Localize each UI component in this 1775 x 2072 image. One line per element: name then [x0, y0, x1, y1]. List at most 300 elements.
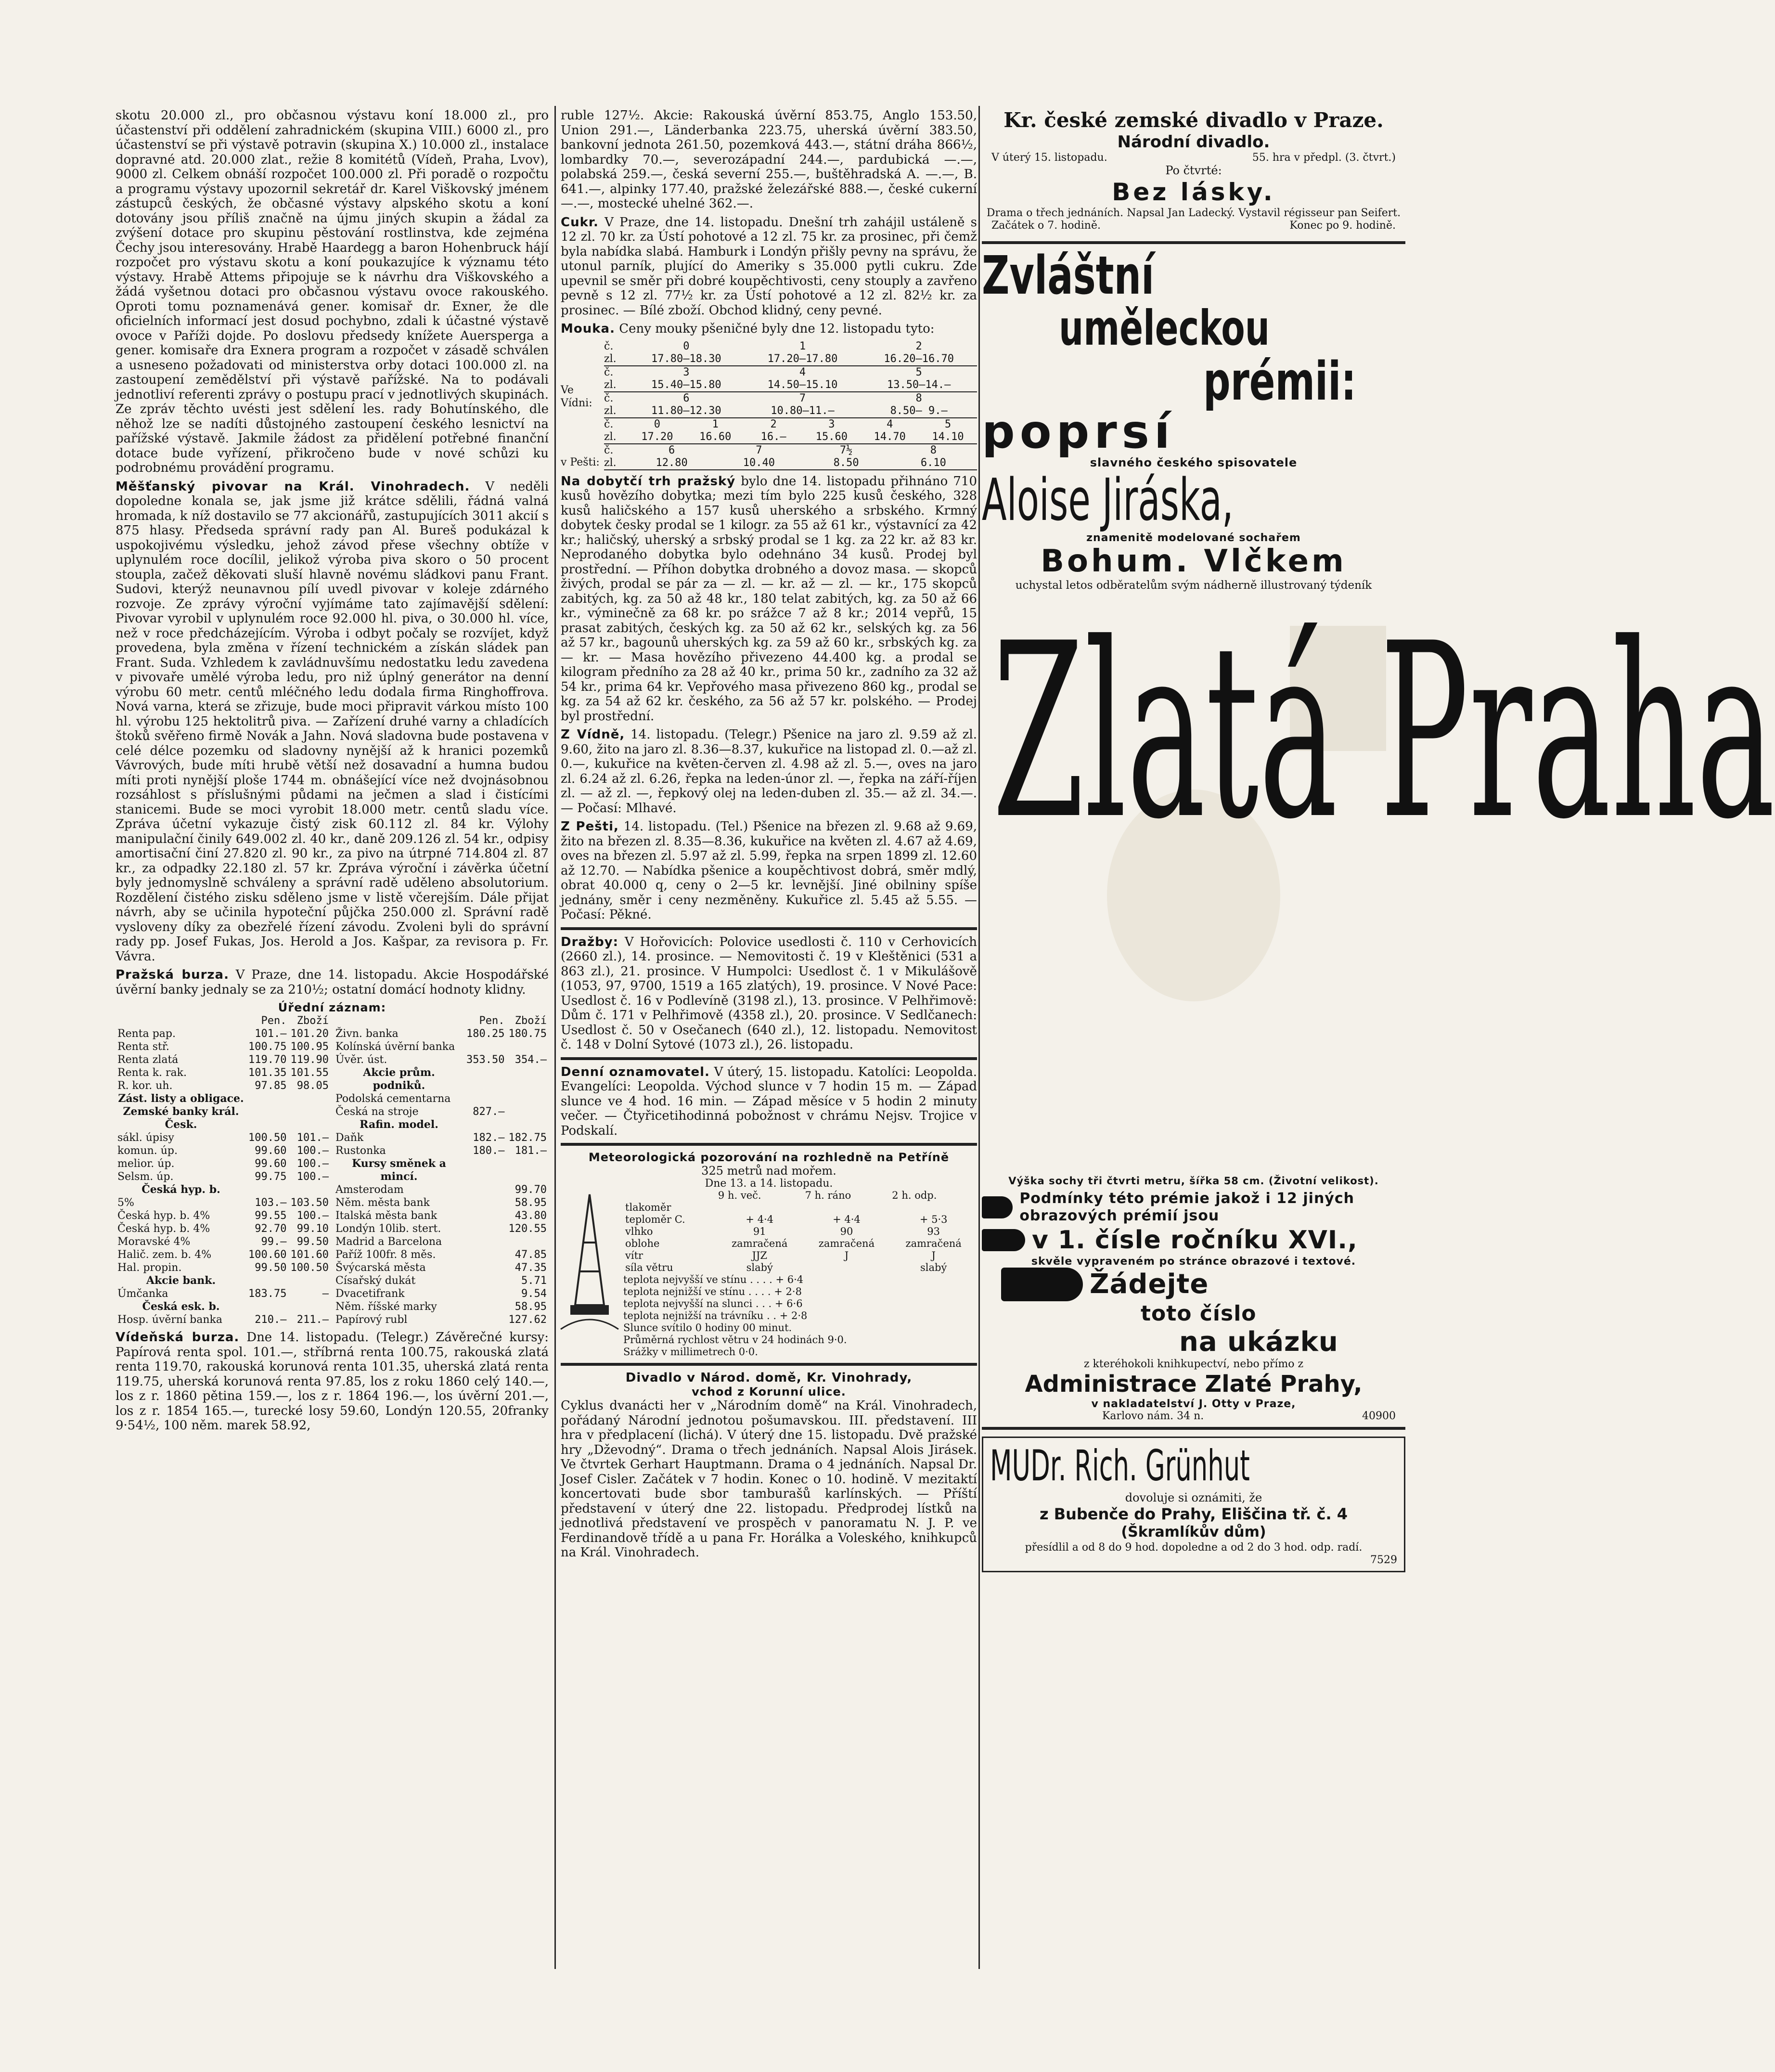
col-pen-header: Pen. — [479, 1015, 505, 1027]
quote-name: Živn. banka — [335, 1028, 399, 1040]
flour-cell: 6 — [669, 444, 675, 456]
quote-zbozi: 119.90 — [290, 1054, 329, 1066]
pest-grain-article — [561, 819, 977, 922]
quote-zbozi: 127.62 — [508, 1314, 547, 1326]
quote-row — [116, 1092, 331, 1105]
flour-cell: 17.80—18.30 — [651, 352, 721, 365]
quote-pen: 119.70 — [248, 1054, 287, 1066]
quote-row — [116, 1222, 331, 1235]
author-subtitle: slavného českého spisovatele — [1090, 456, 1298, 469]
flour-row — [604, 379, 977, 392]
quote-name: Paříž 100fr. 8 měs. — [335, 1249, 436, 1261]
quote-zbozi: 47.35 — [514, 1262, 547, 1274]
quote-zbozi: 58.95 — [514, 1301, 547, 1313]
petrin-tower-icon — [561, 1190, 618, 1334]
doctor-hours: přesídlil a od 8 do 9 hod. dopoledne a od 2 do 3 hod. odp. radí. — [1025, 1541, 1363, 1554]
address-row — [982, 1410, 1405, 1422]
col-zbozi-header: Zboží — [514, 1015, 547, 1027]
zlata-praha-lettering — [982, 592, 1775, 1175]
quote-zbozi: 100.— — [296, 1158, 329, 1170]
quote-pen: 100.60 — [248, 1249, 287, 1261]
quote-pen — [464, 1040, 506, 1053]
flour-cell: 15.60 — [815, 430, 848, 443]
flour-cell: 7 — [756, 444, 762, 456]
quote-name: melior. úp. — [117, 1158, 175, 1170]
pest-grain-heading: Z Pešti, — [561, 819, 619, 834]
flour-cell: 14.10 — [932, 430, 964, 443]
sculptor-name: Bohum. Vlčkem — [1041, 544, 1347, 579]
flour-cell: 12.80 — [656, 456, 688, 469]
sugar-heading: Cukr. — [561, 215, 599, 230]
poprsi-word: poprsí — [982, 405, 1175, 459]
prague-bourse-article — [116, 968, 549, 997]
quote-name: Úvěr. úst. — [335, 1054, 387, 1066]
flour-mark: č. — [604, 340, 614, 352]
quote-row — [334, 1300, 549, 1313]
quote-name: Moravské 4% — [117, 1236, 191, 1248]
flour-cell: 14.70 — [874, 430, 906, 443]
sugar-article — [561, 215, 977, 318]
flour-row — [604, 418, 977, 431]
prague-bourse-heading: Pražská burza. — [116, 968, 229, 982]
meteo-value: zamračená — [732, 1238, 788, 1249]
quote-name: Halič. zem. b. 4% — [117, 1249, 212, 1261]
quote-name: Renta zlatá — [117, 1054, 179, 1066]
play-end: Konec po 9. hodině. — [1289, 220, 1396, 232]
pointing-hand-icon — [982, 1196, 1013, 1218]
flour-cell: 8 — [915, 392, 922, 404]
flour-cell: 5 — [915, 366, 922, 378]
cattle-heading: Na dobytčí trh pražský — [561, 474, 736, 489]
column-1 — [116, 108, 549, 1967]
flour-mark: zl. — [604, 456, 617, 469]
quote-pen: 99.60 — [255, 1158, 287, 1170]
flour-cell: 6 — [683, 392, 690, 404]
quote-row — [116, 1131, 331, 1144]
issue-subtext: skvěle vypraveném po stránce obrazové i textové. — [1031, 1256, 1356, 1268]
premium-word-2: uměleckou — [1059, 300, 1270, 356]
quote-zbozi: 354.— — [514, 1054, 547, 1066]
flour-mark: zl. — [604, 430, 617, 443]
quote-pen: 99.55 — [255, 1210, 287, 1222]
quote-pen — [464, 1274, 506, 1287]
quote-row — [334, 1274, 549, 1287]
quote-pen: 99.— — [261, 1236, 287, 1248]
sugar-text: V Praze, dne 14. listopadu. Dnešní trh zahájil ustáleně s 12 zl. 70 kr. za Ústí pohotové a 12 zl. 75 kr. za prosinec, při čemž byla nabídka slabá. Hamburk i Londýn přišly pevny na správu, že utonul parník, plující do Ameriky s 35.000 pytli cukru. Zde upevnil se směr při dobré koupěchtivosti, ceny stouply a zavřeno pevně s 12 zl. 77½ kr. za Ústí pohotové a 12 zl. 82½ kr. za prosinec. — Bílé zboží. Obchod klidný, ceny pevné. — [561, 215, 977, 318]
meteo-block — [561, 1190, 977, 1358]
quote-pen: 100.50 — [248, 1132, 287, 1144]
meteo-col: 2 h. odp. — [892, 1190, 937, 1201]
flour-row — [604, 392, 977, 405]
theatre-subheading: vchod z Korunní ulice. — [692, 1385, 846, 1399]
official-quotes-heading: Úřední záznam: — [278, 1001, 386, 1014]
doctor-notice-box — [982, 1437, 1405, 1572]
daily-notices-heading: Denní oznamovatel. — [561, 1064, 710, 1079]
quote-row — [334, 1118, 549, 1131]
meteo-line: teplota nejvyšší na slunci . . . + 6·6 — [623, 1298, 803, 1309]
national-theatre-title: Kr. české zemské divadlo v Praze. — [1003, 108, 1384, 132]
quote-row — [116, 1105, 331, 1131]
flour-cell: 16.— — [760, 430, 786, 443]
brewery-heading: Měšťanský pivovar na Král. Vinohradech. — [116, 479, 470, 494]
divider — [982, 241, 1405, 244]
doctor-name-line — [990, 1443, 1397, 1491]
quote-name: Selsm. úp. — [117, 1171, 174, 1183]
premium-word-3: prémii: — [1203, 350, 1356, 412]
pointing-hand-icon — [982, 1229, 1025, 1251]
doctor-name: MUDr. Rich. Grünhut — [990, 1441, 1250, 1490]
quote-pen — [464, 1235, 506, 1248]
flour-cell: 1 — [799, 340, 806, 352]
flour-city-labels — [561, 340, 604, 470]
flour-row — [604, 353, 977, 366]
brewery-article — [116, 479, 549, 964]
cattle-article — [561, 474, 977, 724]
publisher-line: v nakladatelství J. Otty v Praze, — [1091, 1398, 1296, 1410]
col-pen-header: Pen. — [261, 1015, 287, 1027]
quote-zbozi: 9.54 — [521, 1288, 547, 1300]
prague-bourse-text: V Praze, dne 14. listopadu. Akcie Hospodářské úvěrní banky jednaly se za 210½; ostatní domácí hodnoty klidny. — [116, 968, 549, 997]
column-2 — [561, 108, 977, 1967]
quote-zbozi — [289, 1274, 331, 1287]
quote-row — [116, 1157, 331, 1170]
auctions-heading: Dražby: — [561, 934, 619, 949]
meteo-label: vlhko — [625, 1226, 653, 1237]
quote-row — [334, 1313, 549, 1326]
quote-name: Zemské banky král. Česk. — [123, 1105, 239, 1131]
quote-zbozi: 99.10 — [296, 1223, 329, 1235]
shares-article: ruble 127½. Akcie: Rakouská úvěrní 853.75, Anglo 153.50, Union 291.—, Länderbanka 223.75, uherská úvěrní 383.50, bankovní jednota 261.50, pozemková 443.—, státní dráha 866½, lombardky 70.—, severozápadní 244.—, pardubická —.—, polabská 259.—, česká severní 255.—, buštěhradská A. —.—, B. 641.—, alpinky 177.40, pražské železářské 888.—, české cukerní —.—, mostecké uhelné 362.—. — [561, 108, 977, 211]
column-rule-2 — [978, 106, 980, 1969]
quote-name: Renta pap. — [117, 1028, 176, 1040]
flour-cell: 7 — [799, 392, 806, 404]
quote-row — [334, 1053, 549, 1066]
quote-zbozi: 99.50 — [296, 1236, 329, 1248]
quote-row — [116, 1040, 331, 1053]
administration-line: Administrace Zlaté Prahy, — [1025, 1371, 1363, 1398]
quote-zbozi: 211.— — [296, 1314, 329, 1326]
quote-row — [334, 1183, 549, 1196]
meteo-value: + 4·4 — [833, 1214, 861, 1225]
flour-mark: č. — [604, 366, 614, 378]
meteo-value: 93 — [927, 1226, 940, 1237]
quotes-table-left — [116, 1014, 331, 1326]
quote-pen: 827.— — [473, 1106, 505, 1118]
quote-row — [334, 1157, 549, 1183]
doctor-ad-number: 7529 — [1370, 1554, 1397, 1566]
quote-name: Česká hyp. b. 4% — [117, 1210, 210, 1222]
quote-row — [334, 1209, 549, 1222]
meteo-col: 9 h. več. — [718, 1190, 761, 1201]
flour-cell: 2 — [770, 418, 777, 430]
flour-cell: 10.80—11.— — [771, 404, 835, 417]
flour-cell: 17.20 — [641, 430, 673, 443]
flour-cell: 16.60 — [699, 430, 732, 443]
pointing-hand-icon — [1001, 1268, 1083, 1301]
meteo-value: J — [931, 1250, 936, 1261]
author-name: Aloise Jiráska, — [982, 467, 1234, 534]
quote-pen: 183.75 — [248, 1288, 287, 1300]
quote-pen — [464, 1248, 506, 1261]
divider — [561, 1143, 977, 1146]
quote-zbozi: 120.55 — [508, 1223, 547, 1235]
quote-zbozi: 47.85 — [514, 1249, 547, 1261]
flour-cell: 1 — [712, 418, 719, 430]
vienna-bourse-heading: Vídeňská burza. — [116, 1330, 240, 1345]
meteo-col: 7 h. ráno — [805, 1190, 851, 1201]
flour-cell: 11.80—12.30 — [651, 404, 721, 417]
sculptor-subtitle: znamenitě modelované sochařem — [1086, 532, 1301, 544]
quote-zbozi — [507, 1118, 549, 1131]
quote-pen — [464, 1196, 506, 1209]
meteo-date: Dne 13. a 14. listopadu. — [705, 1178, 833, 1190]
meteo-row — [623, 1238, 977, 1250]
quote-zbozi — [507, 1066, 549, 1092]
vienna-bourse-article — [116, 1330, 549, 1433]
quote-zbozi: — — [322, 1288, 329, 1300]
flour-cell: 8.50— 9.— — [890, 404, 948, 417]
quote-name: 5% — [117, 1197, 134, 1209]
quote-row — [334, 1196, 549, 1209]
quote-pen — [246, 1105, 288, 1131]
meteo-value: + 5·3 — [919, 1214, 948, 1225]
quote-zbozi — [507, 1092, 549, 1105]
doctor-notice: dovoluje si oznámiti, že — [1125, 1491, 1262, 1504]
quote-name: Podolská cementarna — [335, 1093, 451, 1105]
quote-pen — [464, 1261, 506, 1274]
quote-pen: 92.70 — [255, 1223, 287, 1235]
flour-cell: 6.10 — [920, 456, 946, 469]
meteo-line: teplota nejnižší ve stínu . . . . + 2·8 — [623, 1286, 802, 1297]
meteo-value: slabý — [746, 1262, 773, 1273]
flour-table — [561, 340, 977, 470]
quote-name: Daňk — [335, 1132, 364, 1144]
flour-vienna-label: Ve Vídni: — [561, 384, 592, 409]
flour-cell: 14.50—15.10 — [767, 378, 838, 391]
quote-zbozi: 181.— — [514, 1145, 547, 1157]
quote-name: Madrid a Barcelona — [335, 1236, 442, 1248]
quote-row — [334, 1092, 549, 1105]
zlata-praha-text: Zlatá Praha — [992, 592, 1775, 872]
divider — [561, 927, 977, 930]
quote-row — [116, 1066, 331, 1079]
quote-name: Londýn 10lib. stert. — [335, 1223, 441, 1235]
meteo-value — [803, 1202, 890, 1214]
flour-row — [604, 405, 977, 418]
quote-zbozi: 100.— — [296, 1171, 329, 1183]
quote-name: Něm. města bank — [335, 1197, 430, 1209]
quote-row — [334, 1027, 549, 1040]
flour-row — [604, 431, 977, 444]
flour-cell: 3 — [828, 418, 835, 430]
quote-pen — [464, 1157, 506, 1183]
column-rule-1 — [554, 106, 556, 1969]
quote-name: Česká esk. b. — [142, 1300, 220, 1313]
quote-pen — [464, 1300, 506, 1313]
meteo-label: tlakoměr — [625, 1202, 671, 1213]
quote-zbozi: 58.95 — [514, 1197, 547, 1209]
quote-pen: 101.— — [255, 1028, 287, 1040]
flour-cell: 8 — [930, 444, 937, 456]
meteo-value: 91 — [753, 1226, 766, 1237]
meteo-line: teplota nejvyšší ve stínu . . . . + 6·4 — [623, 1274, 804, 1285]
quote-zbozi: 98.05 — [296, 1080, 329, 1092]
quotes-table-right — [334, 1014, 549, 1326]
premium-line-1 — [982, 245, 1405, 306]
quote-name: Česká na stroje — [335, 1106, 419, 1118]
quote-row — [116, 1170, 331, 1183]
meteo-label: síla větru — [625, 1262, 673, 1273]
quote-pen: 182.— — [473, 1132, 505, 1144]
flour-heading: Mouka. — [561, 322, 615, 336]
quote-pen — [246, 1092, 288, 1105]
quote-row — [334, 1235, 549, 1248]
flour-mark: zl. — [604, 378, 617, 391]
quote-zbozi — [289, 1183, 331, 1196]
meteo-table — [623, 1190, 977, 1274]
play-times — [982, 220, 1405, 232]
quote-pen — [464, 1092, 506, 1105]
poprsi-line — [982, 405, 1405, 459]
quote-name: Česká hyp. b. — [141, 1183, 220, 1196]
quote-row — [116, 1183, 331, 1196]
quote-name: Renta k. rak. — [117, 1067, 187, 1079]
quote-zbozi: 100.50 — [290, 1262, 329, 1274]
flour-mark: zl. — [604, 404, 617, 417]
quote-zbozi: 100.— — [296, 1145, 329, 1157]
quote-zbozi — [507, 1040, 549, 1053]
quote-name: Akcie prům. podniků. — [363, 1066, 435, 1092]
theatre-text: Cyklus dvanácti her v „Národním domě“ na Král. Vinohradech, pořádaný Národní jednotou pošumavskou. III. představení. III hra v předplacení (lichá). V úterý dne 15. listopadu. Dvě pražské hry „Dževodný“. Drama o třech jednáních. Napsal Alois Jirásek. Ve čtvrtek Gerhart Hauptmann. Drama o 4 jednáních. Napsal Dr. Josef Cisler. Začátek v 7 hodin. Konec o 10. hodině. V mezitaktí koncertovati bude sbor tamburašů karlínských. — Příští představení v úterý dne 22. listopadu. Předprodej lístků na jednotlivá představení ve prospěch v panoramatu N. J. P. ve Ferdinandově třídě a u pana Fr. Horálka a Voleského, knihkupců na Král. Vinohradech. — [561, 1399, 977, 1560]
meteo-value: zamračená — [818, 1238, 875, 1249]
play-info: 55. hra v předpl. (3. čtvrt.) — [1252, 152, 1396, 164]
quote-pen: 180.25 — [466, 1028, 505, 1040]
vienna-bourse-text: Dne 14. listopadu. (Telegr.) Závěrečné kursy: Papírová renta spol. 101.—, stříbrná renta 100.75, rakouská zlatá renta 119.70, rakouská korunová renta 101.35, uherská zlatá renta 119.75, uherská korunová renta 97.85, los z roku 1860 celý 140.—, los z r. 1860 pětina 159.—, los z r. 1864 196.—, los úvěrní 201.—, los z r. 1854 165.—, turecké losy 59.60, Londýn 120.55, 20franky 9·54½, 100 něm. marek 58.92, — [116, 1330, 549, 1433]
meteo-value: + 4·4 — [746, 1214, 774, 1225]
flour-mark: č. — [604, 392, 614, 404]
auctions-text: V Hořovicích: Polovice usedlosti č. 110 v Cerhovicích (2660 zl.), 14. prosince. — Nemovitosti č. 19 v Kleštěnici (531 a 863 zl.), 21. prosince. V Humpolci: Usedlost č. 1 v Mikulášově (1053, 97, 9700, 1519 a 165 zlatých), 19. prosince. V Nové Pace: Usedlost č. 16 v Podlevíně (3198 zl.), 13. prosince. V Pelhřimově: Dům č. 171 v Pelhřimově (4358 zl.), 20. prosince. V Sedlčanech: Usedlost č. 50 v Osečanech (640 zl.), 12. listopadu. Nemovitost č. 148 v Dolní Sytové (1073 zl.), 26. listopadu. — [561, 934, 977, 1052]
flour-mark: č. — [604, 444, 614, 456]
quote-pen — [464, 1118, 506, 1131]
quote-row — [116, 1274, 331, 1287]
flour-cell: 4 — [887, 418, 893, 430]
meteo-line: teplota nejnižší na trávníku . . + 2·8 — [623, 1310, 808, 1321]
quote-pen — [464, 1287, 506, 1300]
meteo-subheading: 325 metrů nad mořem. — [701, 1164, 836, 1178]
meteo-row — [623, 1226, 977, 1238]
quote-row — [334, 1248, 549, 1261]
quote-pen — [464, 1066, 506, 1092]
daily-notices-text: V úterý, 15. listopadu. Katolíci: Leopolda. Evangelíci: Leopolda. Východ slunce v 7 hodin 15 m. — Západ slunce ve 4 hod. 16 min. — Západ měsíce v 5 hodin 2 minuty večer. — Čtyřicetihodinná pobožnost v chrámu Nejsv. Trojice v Podskalí. — [561, 1064, 977, 1138]
flour-cell: 13.50—14.— — [887, 378, 951, 391]
play-title: Bez lásky. — [1112, 178, 1275, 206]
daily-notices — [561, 1065, 977, 1139]
quote-name: Kolínská úvěrní banka — [335, 1041, 455, 1053]
flour-cell: 0 — [683, 340, 690, 352]
quote-zbozi — [289, 1300, 331, 1313]
as-sample: na ukázku — [1179, 1326, 1338, 1358]
quote-pen — [246, 1300, 288, 1313]
quote-row — [116, 1300, 331, 1313]
quote-name: Papírový rubl — [335, 1314, 408, 1326]
quote-zbozi: 101.55 — [290, 1067, 329, 1079]
quote-row — [116, 1079, 331, 1092]
request-row — [982, 1268, 1405, 1301]
flour-cell: 3 — [683, 366, 690, 378]
meteo-label: teploměr C. — [625, 1214, 685, 1225]
meteo-value: zamračená — [905, 1238, 962, 1249]
flour-cell: 10.40 — [743, 456, 775, 469]
divider — [982, 1427, 1405, 1430]
quote-name: Česká hyp. b. 4% — [117, 1223, 210, 1235]
address-text: Karlovo nám. 34 n. — [1102, 1410, 1204, 1422]
bookshop-line: z kteréhokoli knihkupectví, nebo přímo z — [1083, 1358, 1304, 1370]
quote-row — [116, 1235, 331, 1248]
play-start: Začátek o 7. hodině. — [991, 220, 1101, 232]
pest-grain-text: 14. listopadu. (Tel.) Pšenice na březen zl. 9.68 až 9.69, žito na březen zl. 8.35—8.36, kukuřice na květen zl. 4.67 až 4.69, oves na březen zl. 5.97 až zl. 5.99, řepka na srpen 1899 zl. 12.60 až 12.70. — Nabídka pšenice a koupěchtivost dobrá, směr mdlý, obrat 40.000 q, ceny o 2—5 kr. levnější. Jiné obilniny spíše jednány, směr i ceny nezměněny. Kukuřice zl. 5.45 až 5.55. — Počasí: Pěkné. — [561, 819, 978, 922]
flour-cell: 15.40—15.80 — [651, 378, 721, 391]
vienna-grain-heading: Z Vídně, — [561, 727, 625, 742]
auctions-article — [561, 935, 977, 1052]
meteo-lines — [623, 1274, 977, 1358]
meteo-label: oblohe — [625, 1238, 660, 1249]
quote-zbozi — [289, 1105, 331, 1131]
flour-cell: 5 — [944, 418, 952, 430]
quote-name: R. kor. uh. — [117, 1080, 173, 1092]
quote-row — [116, 1248, 331, 1261]
vienna-grain-text: 14. listopadu. (Telegr.) Pšenice na jaro zl. 9.59 až zl. 9.60, žito na jaro zl. 8.36—8.37, kukuřice na listopad zl. 0.—až zl. 0.—, kukuřice na květen-červen zl. 4.98 až zl. 5.—, oves na jaro zl. 6.24 až zl. 6.26, řepka na leden-únor zl. —, řepka na září-říjen zl. — až zl. —, řepkový olej na leden-duben zl. 35.— až zl. 34.—. — Počasí: Mlhavé. — [561, 727, 977, 816]
quote-zbozi: 101.20 — [290, 1028, 329, 1040]
flour-cell: 2 — [915, 340, 922, 352]
quote-name: Švýcarská města — [335, 1262, 426, 1274]
flour-pest-label: v Pešti: — [561, 456, 600, 468]
meteo-value: slabý — [920, 1262, 947, 1273]
zlata-praha-logo — [982, 592, 1775, 1175]
col-zbozi-header: Zboží — [296, 1015, 329, 1027]
play-quarter: Po čtvrté: — [1165, 164, 1222, 177]
quote-row — [116, 1053, 331, 1066]
quote-row — [116, 1196, 331, 1209]
quote-row — [334, 1222, 549, 1235]
conditions-row — [982, 1190, 1405, 1225]
quote-name: Kursy směnek a mincí. — [352, 1157, 446, 1183]
quote-row — [116, 1313, 331, 1326]
flour-rows — [604, 340, 977, 470]
request-word: Žádejte — [1090, 1269, 1209, 1300]
issue-text: v 1. čísle ročníku XVI., — [1032, 1226, 1358, 1255]
quote-pen — [464, 1222, 506, 1235]
quote-pen — [246, 1183, 288, 1196]
quote-pen: 210.— — [255, 1314, 287, 1326]
theatre-heading: Divadlo v Národ. domě, Kr. Vinohrady, — [625, 1371, 913, 1385]
quote-pen — [464, 1209, 506, 1222]
ad-number: 40900 — [1362, 1410, 1396, 1422]
premium-word-1: Zvláštní — [982, 245, 1155, 306]
meteo-line: Průměrná rychlost větru v 24 hodinách 9·0. — [623, 1334, 847, 1346]
flour-row — [604, 444, 977, 457]
doctor-house: (Škramlíkův dům) — [1121, 1524, 1266, 1541]
quote-name: Zást. listy a obligace. — [118, 1092, 244, 1105]
quote-name: Dvacetifrank — [335, 1288, 405, 1300]
bust-dimensions: Výška sochy tři čtvrti metru, šířka 58 cm. (Životní velikost). — [1008, 1175, 1379, 1187]
quote-row — [334, 1040, 549, 1053]
flour-row — [604, 366, 977, 379]
meteo-value — [716, 1202, 803, 1214]
issue-row — [982, 1225, 1405, 1256]
quote-pen — [246, 1274, 288, 1287]
play-info-row — [982, 152, 1405, 164]
quote-row — [116, 1144, 331, 1157]
